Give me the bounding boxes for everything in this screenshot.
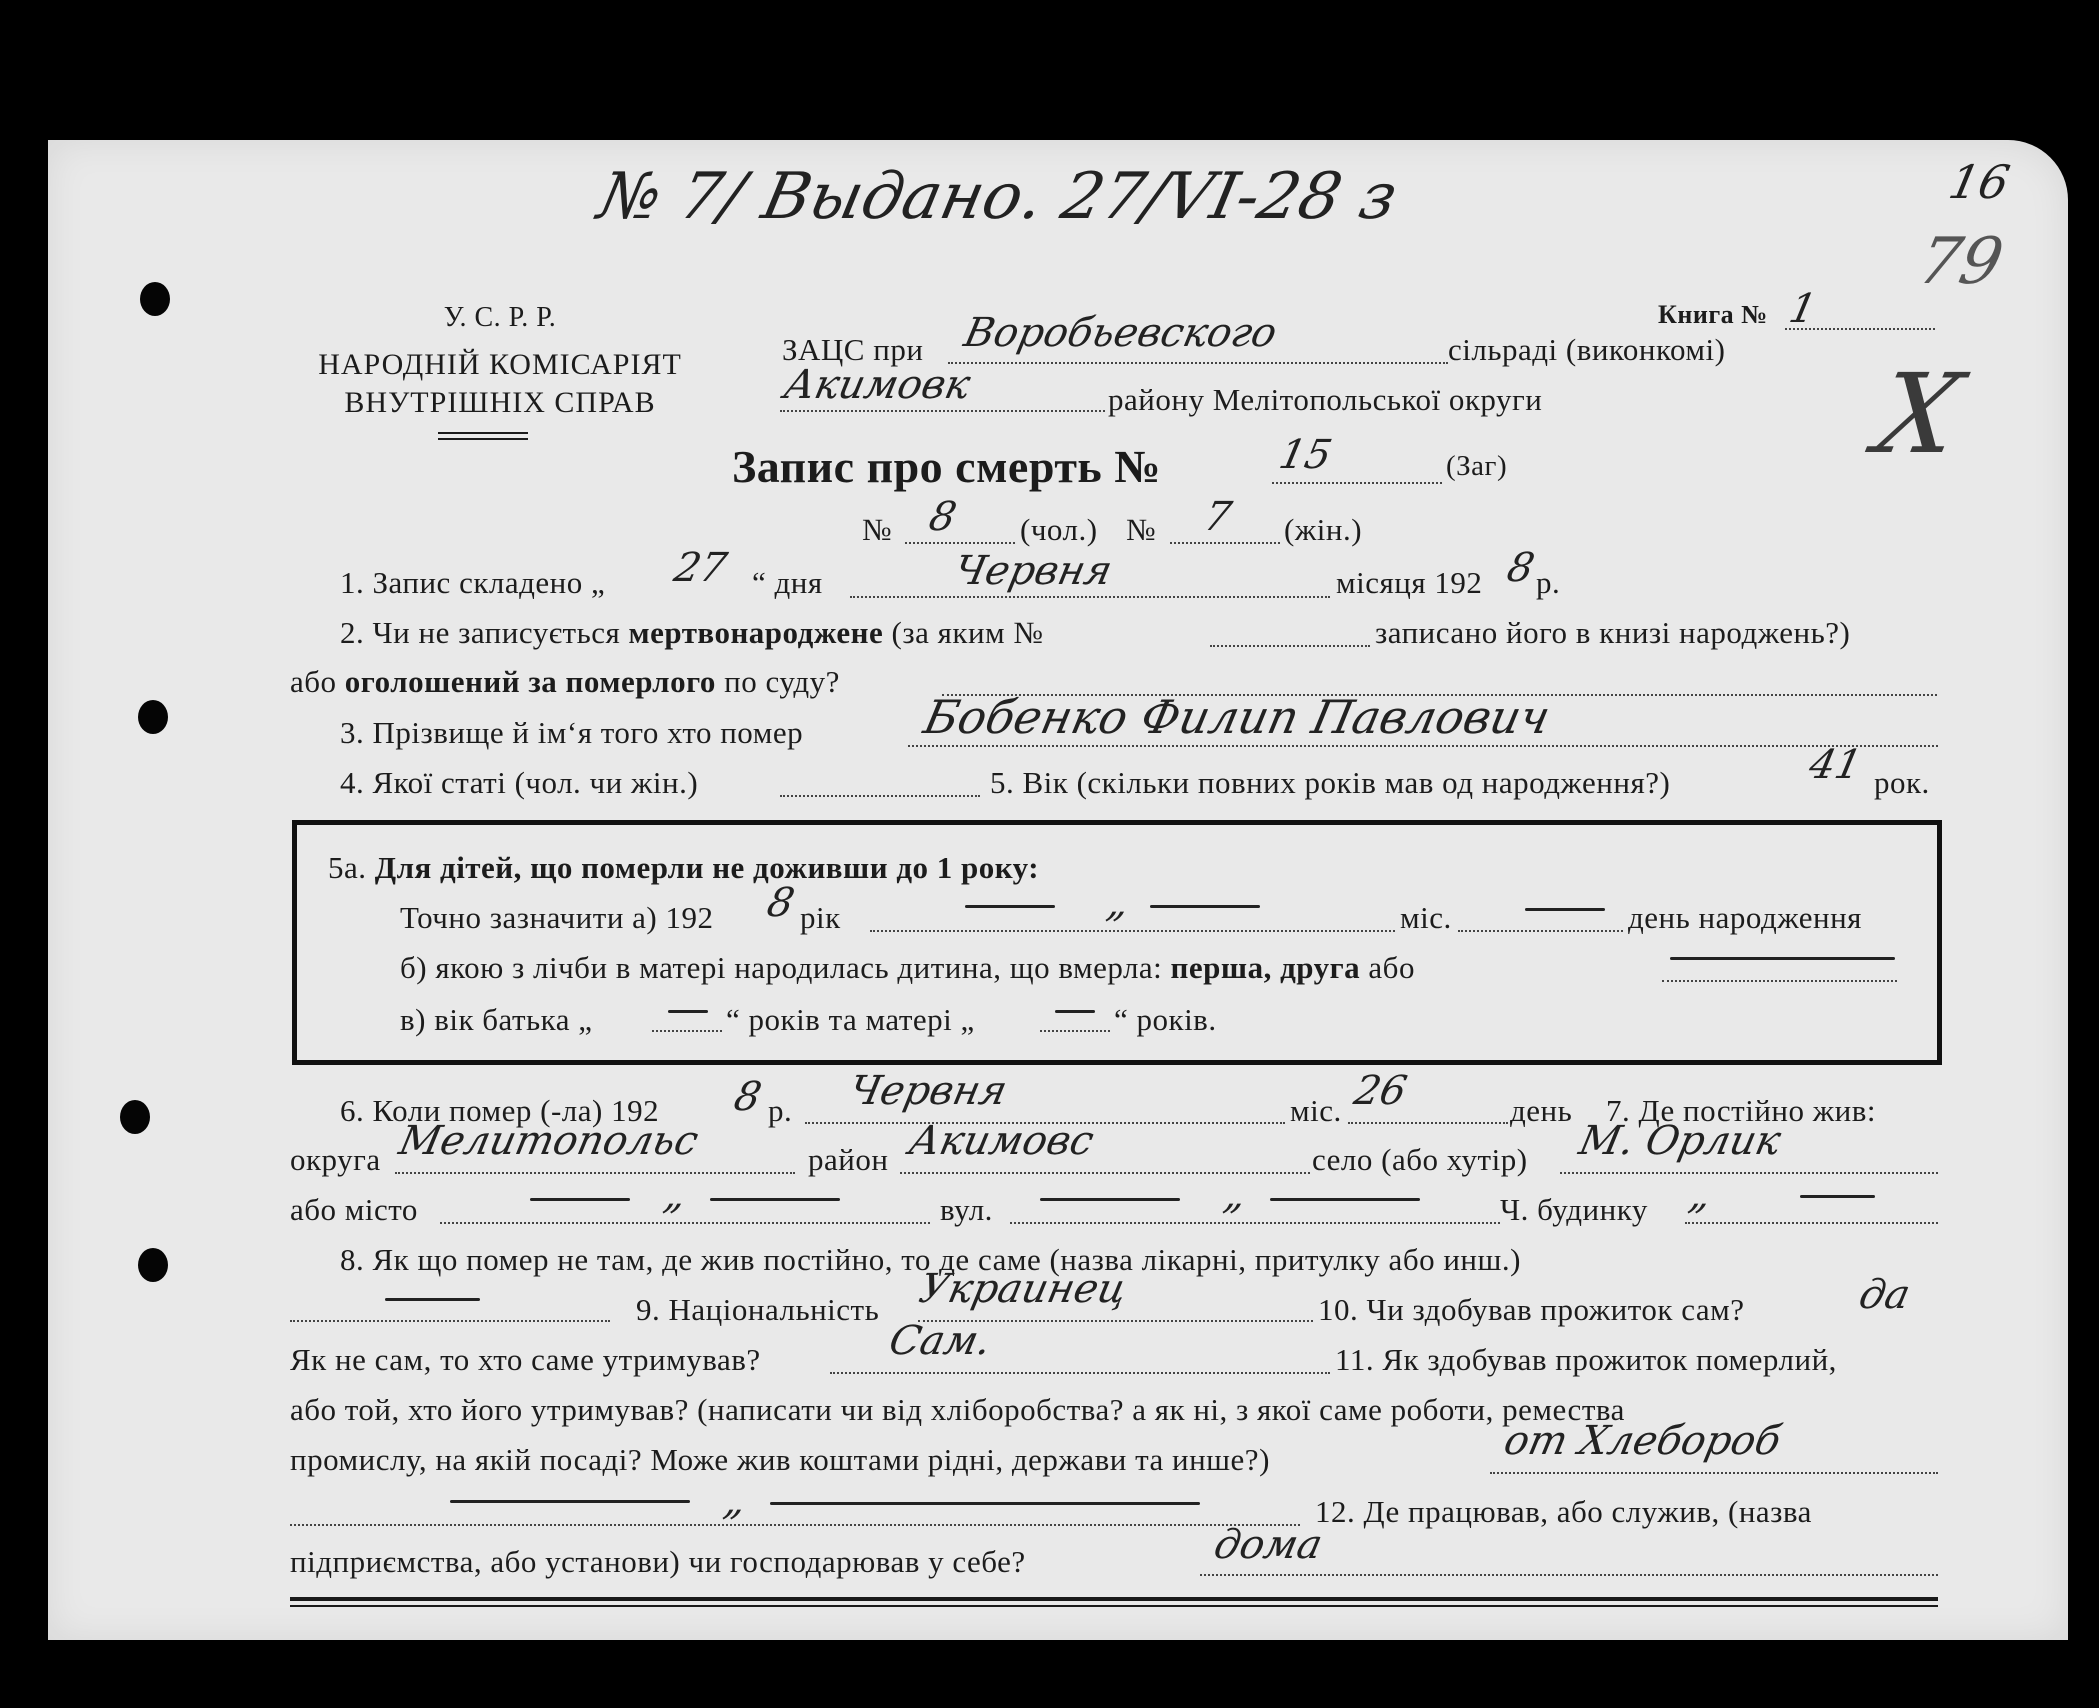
f7-label: 7. Де постійно жив: — [1606, 1093, 1877, 1128]
f11-label-a: 11. Як здобував прожиток померлий, — [1335, 1342, 1837, 1377]
f2-line2: або оголошений за померлого по суду? — [290, 664, 840, 699]
okruha-line — [395, 1172, 795, 1174]
f1-month-line — [850, 596, 1330, 598]
f11-label-b: або той, хто його утримував? (написати чи від хліборобства? а як ні, з якої саме роботи, ремества — [290, 1392, 1625, 1427]
corner-number: 16 — [1944, 155, 2015, 209]
commissariat-label: НАРОДНІЙ КОМІСАРІЯТ — [318, 348, 682, 381]
misto-label: або місто — [290, 1192, 418, 1227]
f5a-day-line — [1458, 930, 1623, 932]
f5-label: 5. Вік (скільки повних років мав од народження?) — [990, 765, 1671, 800]
f5a-order-line — [1662, 980, 1897, 982]
f11-value-line — [1490, 1472, 1938, 1474]
f4-label: 4. Якої статі (чол. чи жін.) — [340, 765, 699, 800]
f5a-line1-a: Точно зазначити а) 192 — [400, 900, 714, 935]
issued-note: № 7/ Выдано. 27/VI-28 з — [592, 160, 1404, 234]
f12-label-b: підприємства, або установи) чи господарював у себе? — [290, 1544, 1026, 1579]
f5a-dash — [1055, 1010, 1095, 1013]
vul-dash — [1270, 1198, 1420, 1201]
f8-line — [290, 1320, 610, 1322]
vul-label: вул. — [940, 1192, 993, 1227]
vul-line — [1010, 1222, 1500, 1224]
f6-label-c: міс. — [1290, 1093, 1342, 1128]
f5a-mother-line — [1040, 1030, 1110, 1032]
f5a-line1-d: день народження — [1628, 900, 1862, 935]
f5a-line1-c: міс. — [1400, 900, 1452, 935]
house-label: Ч. будинку — [1500, 1192, 1648, 1227]
f6-day-line — [1348, 1122, 1508, 1124]
f6-label-a: 6. Коли помер (-ла) 192 — [340, 1093, 660, 1128]
f1-year-digit: 8 — [1503, 545, 1539, 591]
f6-label-d: день — [1510, 1093, 1573, 1128]
f6-year-digit: 8 — [730, 1074, 766, 1120]
f9-label: 9. Національність — [636, 1292, 880, 1327]
misto-value: „ — [660, 1172, 691, 1218]
f5a-line2: б) якою з лічби в матері народилась дитина, що вмерла: перша, друга або — [400, 950, 1415, 985]
f3-line — [908, 745, 1938, 747]
male-number: 8 — [925, 494, 961, 540]
ussr-label: У. С. Р. Р. — [443, 302, 557, 333]
cross-mark: X — [1866, 350, 1972, 478]
bottom-rule — [290, 1605, 1938, 1607]
no-label: № — [862, 512, 893, 547]
f5a-father-line — [652, 1030, 722, 1032]
f8-dash — [385, 1298, 480, 1301]
f2-label-d: записано його в книзі народжень?) — [1375, 615, 1851, 650]
selo-value: М. Орлик — [1575, 1118, 1785, 1164]
f5a-line3-c: “ років. — [1114, 1002, 1217, 1037]
f6-day: 26 — [1350, 1068, 1411, 1114]
f6-month: Червня — [845, 1068, 1012, 1114]
f5a-year-line — [870, 930, 1395, 932]
okruha-label: округа — [290, 1142, 381, 1177]
f1-month-label: місяця 192 — [1336, 565, 1483, 600]
f9-value: Украинец — [915, 1266, 1131, 1312]
f3-value: Бобенко Филип Павлович — [919, 690, 1555, 744]
f1-end: р. — [1536, 565, 1561, 600]
district-value: Акимовк — [780, 362, 975, 408]
okruha-value: Мелитопольс — [395, 1118, 703, 1164]
f5a-dash — [1525, 908, 1605, 911]
f5a-line3-a: в) вік батька „ — [400, 1002, 593, 1037]
f10-label: 10. Чи здобував прожиток сам? — [1318, 1292, 1745, 1327]
punch-hole — [138, 700, 168, 734]
female-label: (жін.) — [1284, 512, 1363, 547]
f12-label-a: 12. Де працював, або служив, (назва — [1315, 1494, 1812, 1529]
f11-dash — [770, 1502, 1200, 1505]
record-title: Запис про смерть № — [732, 441, 1161, 492]
f11-value: от Хлебороб — [1500, 1418, 1785, 1464]
record-number: 15 — [1275, 432, 1336, 478]
record-number-line — [1272, 482, 1442, 484]
corner-mark: 79 — [1912, 225, 2010, 299]
internal-affairs-label: ВНУТРІШНІХ СПРАВ — [344, 386, 656, 419]
f5a-ditto: „ — [1103, 880, 1134, 926]
raion-label: район — [808, 1142, 889, 1177]
f5a-dash — [965, 905, 1055, 908]
bottom-rule — [290, 1597, 1938, 1601]
zags-line — [948, 362, 1448, 364]
house-line — [1685, 1222, 1938, 1224]
f2-number-line — [1210, 645, 1370, 647]
f6-label-b: р. — [768, 1093, 793, 1128]
vul-dash — [1040, 1198, 1180, 1201]
f8-label: 8. Як що помер не там, де жив постійно, то де саме (назва лікарні, притулку або инш.) — [340, 1242, 1521, 1277]
f5a-line1-b: рік — [800, 900, 841, 935]
punch-hole — [120, 1100, 150, 1134]
f4-line — [780, 795, 980, 797]
no-label: № — [1126, 512, 1157, 547]
f1-day: 27 — [670, 545, 731, 591]
misto-line — [440, 1222, 930, 1224]
f11-second-line — [290, 1524, 1300, 1526]
f1-mid: “ дня — [752, 565, 823, 600]
female-number-line — [1170, 542, 1280, 544]
misto-dash — [530, 1198, 630, 1201]
male-number-line — [905, 542, 1015, 544]
book-value: 1 — [1785, 286, 1821, 332]
zags-value: Воробьевского — [960, 310, 1281, 356]
header-divider — [438, 432, 528, 434]
f12-line — [1200, 1574, 1938, 1576]
misto-dash — [710, 1198, 840, 1201]
district-line — [780, 410, 1105, 412]
f5a-dash — [1150, 905, 1260, 908]
male-label: (чол.) — [1020, 512, 1098, 547]
zags-label: ЗАЦС при — [782, 332, 924, 367]
f10-value: да — [1855, 1272, 1915, 1318]
punch-hole — [140, 282, 170, 316]
f3-label: 3. Прізвище й ім‘я того хто помер — [340, 715, 804, 750]
f5a-dash — [1670, 957, 1895, 960]
house-dash — [1800, 1195, 1875, 1198]
f1-month: Червня — [950, 548, 1117, 594]
f10b-label: Як не сам, то хто саме утримував? — [290, 1342, 761, 1377]
book-label: Книга № — [1658, 300, 1768, 329]
selo-line — [1560, 1172, 1938, 1174]
f12-value: дома — [1210, 1522, 1327, 1568]
f11-ditto: „ — [720, 1478, 751, 1524]
raion-value: Акимовс — [905, 1118, 1098, 1164]
f11-label-c: промислу, на якій посаді? Може жив коштами рідні, держави та инше?) — [290, 1442, 1270, 1477]
selo-label: село (або хутір) — [1312, 1142, 1528, 1177]
female-number: 7 — [1200, 494, 1236, 540]
house-value: „ — [1685, 1172, 1716, 1218]
village-council-label: сільраді (виконкомі) — [1448, 332, 1726, 367]
f10b-value: Сам. — [885, 1318, 996, 1364]
f2-label: 2. Чи не записується мертвонароджене (за яким № — [340, 615, 1044, 650]
f11-dash — [450, 1500, 690, 1503]
f5a-title: 5а. Для дітей, що померли не доживши до 1 року: — [328, 850, 1040, 885]
district-label: району Мелітопольської округи — [1108, 382, 1543, 417]
f1-label: 1. Запис складено „ — [340, 565, 606, 600]
vul-value: „ — [1220, 1172, 1251, 1218]
f5-end: рок. — [1874, 765, 1930, 800]
f5a-dash — [668, 1010, 708, 1013]
f5a-year-digit: 8 — [763, 880, 799, 926]
zag-label: (Заг) — [1446, 450, 1508, 482]
f10b-line — [830, 1372, 1330, 1374]
header-divider — [438, 438, 528, 440]
punch-hole — [138, 1248, 168, 1282]
f5-value: 41 — [1805, 742, 1866, 788]
f5a-line3-b: “ років та матері „ — [726, 1002, 975, 1037]
